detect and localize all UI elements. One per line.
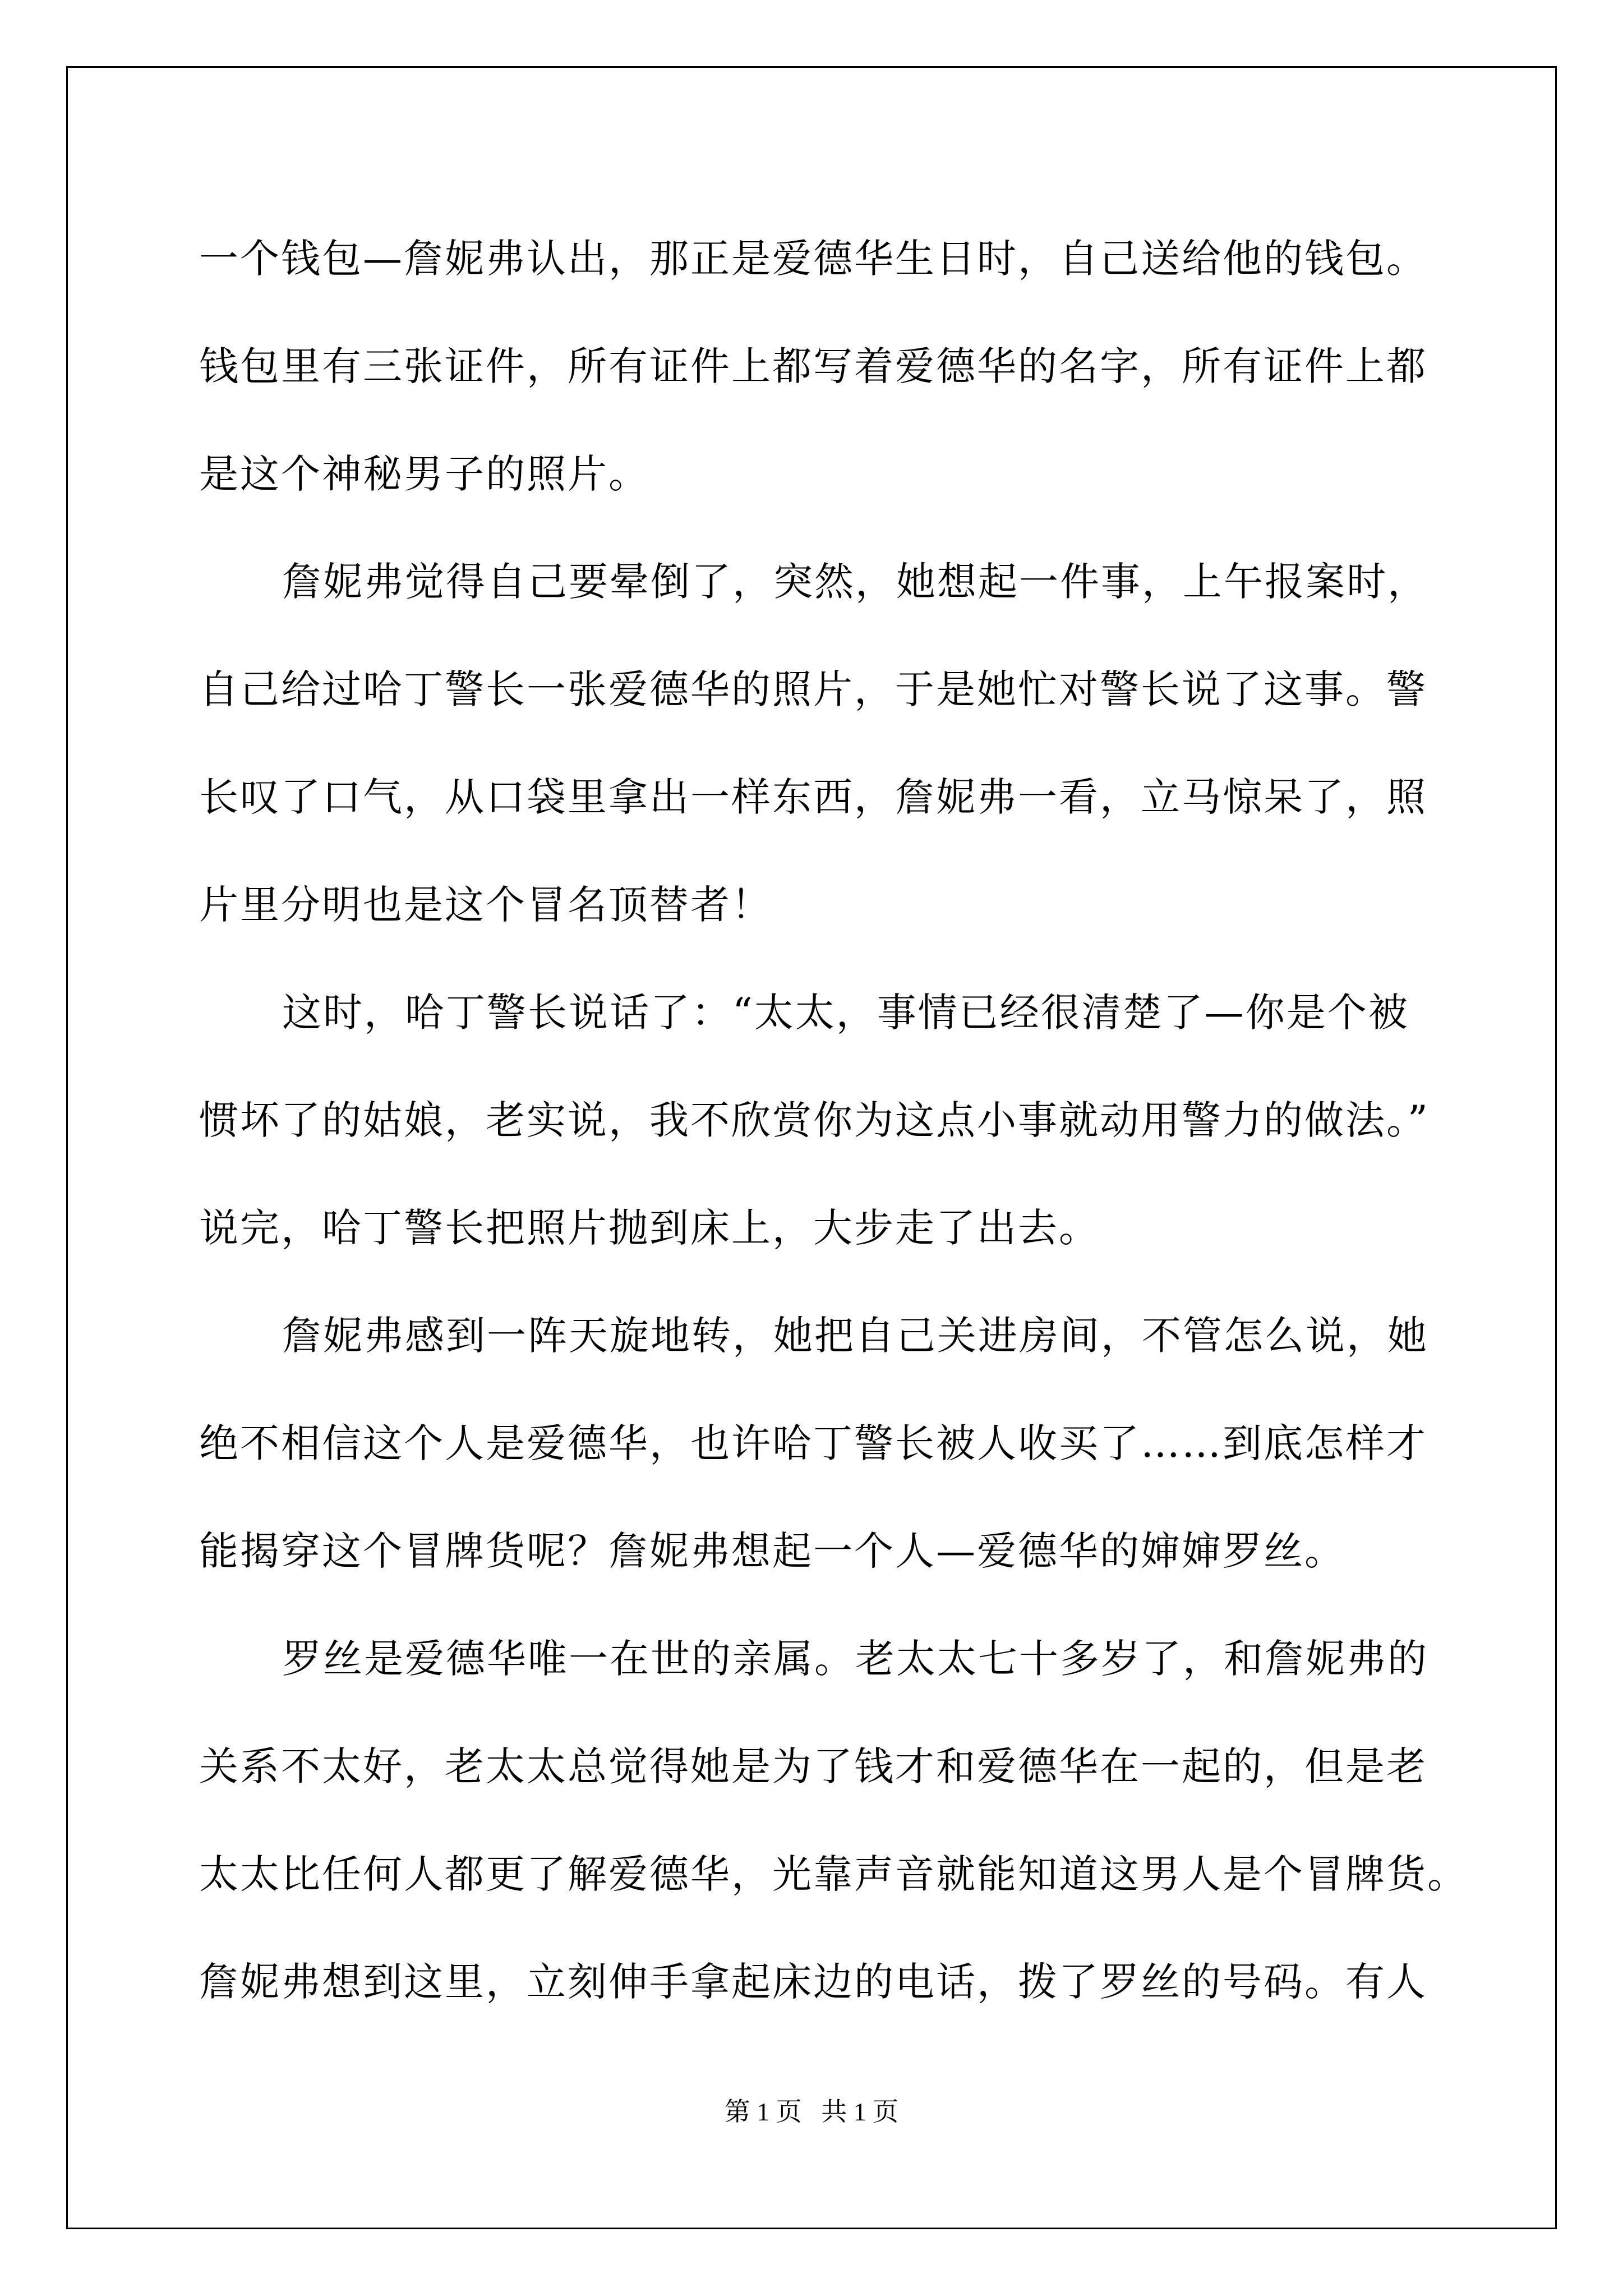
text-line: 绝不相信这个人是爱德华，也许哈丁警长被人收买了……到底怎样才 [199,1420,1427,1466]
text-line: 詹妮弗感到一阵天旋地转，她把自己关进房间，不管怎么说，她 [282,1313,1428,1359]
text-line: 惯坏了的姑娘，老实说，我不欣赏你为这点小事就动用警力的做法。” [199,1097,1430,1143]
text-line: 是这个神秘男子的照片。 [199,451,649,497]
text-line: 片里分明也是这个冒名顶替者！ [199,882,772,928]
document-body [199,205,1468,2036]
text-line: 关系不太好，老太太总觉得她是为了钱才和爱德华在一起的，但是老 [199,1743,1427,1789]
text-line: 一个钱包—詹妮弗认出，那正是爱德华生日时，自己送给他的钱包。 [199,236,1427,282]
text-line: 詹妮弗觉得自己要晕倒了，突然，她想起一件事，上午报案时， [282,559,1428,605]
text-line: 罗丝是爱德华唯一在世的亲属。老太太七十多岁了，和詹妮弗的 [282,1636,1428,1682]
text-line: 詹妮弗想到这里，立刻伸手拿起床边的电话，拨了罗丝的号码。有人 [199,1959,1427,2005]
text-line: 长叹了口气，从口袋里拿出一样东西，詹妮弗一看，立马惊呆了，照 [199,774,1427,820]
text-line: 说完，哈丁警长把照片抛到床上，大步走了出去。 [199,1205,1100,1251]
text-line: 自己给过哈丁警长一张爱德华的照片，于是她忙对警长说了这事。警 [199,666,1427,712]
text-line: 能揭穿这个冒牌货呢？詹妮弗想起一个人—爱德华的婶婶罗丝。 [199,1528,1345,1574]
text-line: 太太比任何人都更了解爱德华，光靠声音就能知道这男人是个冒牌货。 [199,1851,1468,1897]
text-line: 钱包里有三张证件，所有证件上都写着爱德华的名字，所有证件上都 [199,343,1427,389]
page-number-total: 共 1 页 [821,2097,899,2126]
page-number-current: 第 1 页 [724,2097,802,2126]
text-line: 这时，哈丁警长说话了：“太太，事情已经很清楚了—你是个被 [282,990,1409,1036]
page-footer [0,2095,1623,2129]
